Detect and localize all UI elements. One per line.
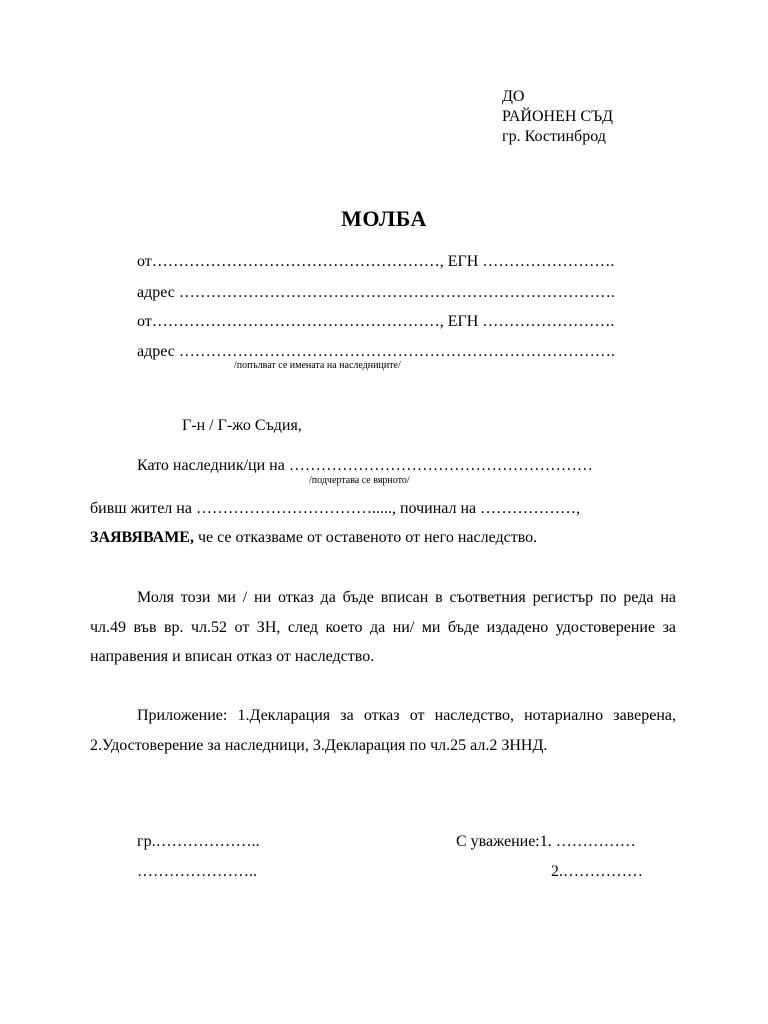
footer-regards: С уважение:1. ……………: [456, 833, 636, 850]
applicant-address-row-1: адрес ……………………………………………………………………….: [137, 284, 615, 301]
applicant-address-row-2: адрес ……………………………………………………………………….: [137, 343, 615, 360]
declaration-line: [90, 528, 537, 548]
applicants-note: /попълват се имената на наследниците/: [234, 360, 401, 371]
heir-line: Като наследник/ци на …………………………………………………: [137, 457, 593, 474]
addressee-line-3: гр. Костинброд: [502, 128, 606, 145]
request-paragraph-text: Моля този ми / ни отказ да бъде вписан в съответния регистър по реда на чл.49 във вр. чл.52 от ЗН, след което да ни/ ми бъде издадено удостоверение за направения и вписан отказ от наследство.: [90, 589, 676, 665]
attachments-paragraph-text: Приложение: 1.Декларация за отказ от наследство, нотариално заверена, 2.Удостоверение за наследници, 3.Декларация по чл.25 ал.2 ЗННД.: [90, 707, 676, 754]
declaration-bold: ЗАЯВЯВАМЕ,: [90, 529, 194, 546]
declaration-rest: че се отказваме от оставеното от него наследство.: [193, 529, 538, 546]
footer-date: …………………..: [137, 863, 257, 880]
resident-line: бивш жител на ……………………………....., починал на ………………,: [90, 500, 581, 517]
document-title: МОЛБА: [341, 206, 427, 231]
footer-signature-2: 2.……………: [551, 863, 643, 880]
heir-note: /подчертава се вярното/: [309, 475, 410, 486]
salutation: Г-н / Г-жо Съдия,: [182, 417, 302, 434]
applicant-name-row-1: от………………………………………………, ЕГН …………………….: [137, 253, 615, 270]
addressee-line-2: РАЙОНЕН СЪД: [502, 108, 614, 125]
footer-city: гр.………………..: [137, 833, 260, 850]
request-paragraph: [90, 583, 676, 672]
attachments-paragraph: [90, 701, 676, 760]
addressee-line-1: ДО: [502, 88, 525, 105]
applicant-name-row-2: от………………………………………………, ЕГН …………………….: [137, 313, 615, 330]
